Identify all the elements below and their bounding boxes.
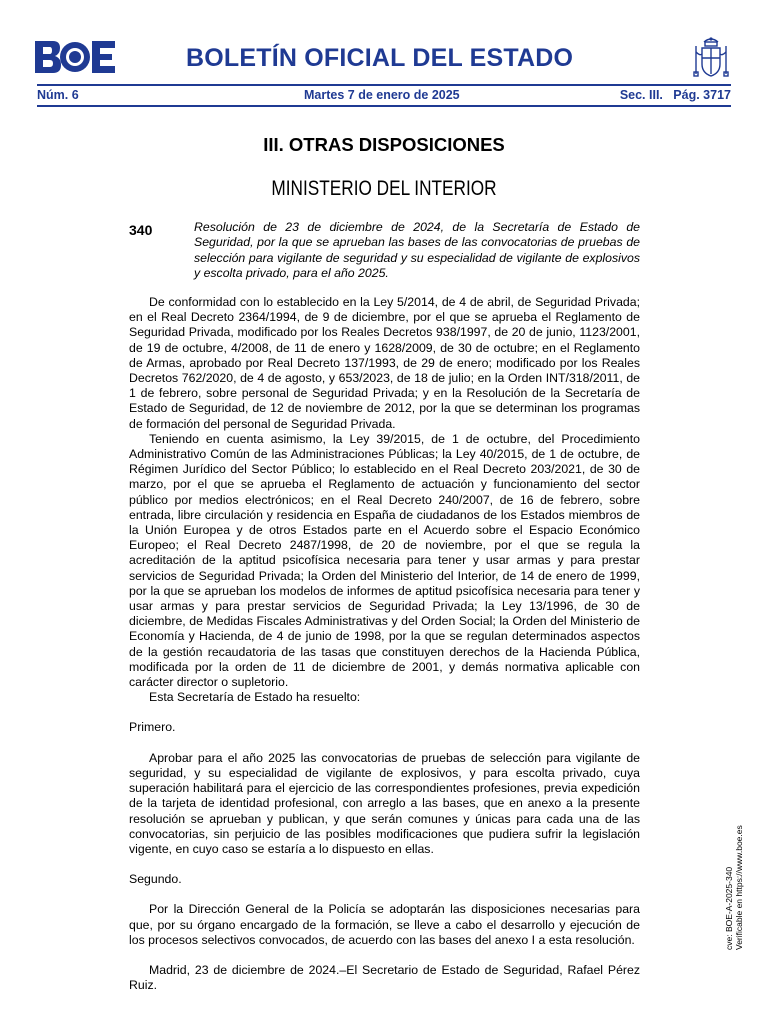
ministry-title: MINISTERIO DEL INTERIOR: [271, 177, 497, 200]
document-body: [129, 295, 640, 993]
paragraph: De conformidad con lo establecido en la Ley 5/2014, de 4 de abril, de Seguridad Privada; en el Real Decreto 2364/1994, de 9 de diciembre, por el que se aprueba el Reglamento de Seguridad Privada, modificado por los Reales Decretos 938/1997, de 20 de junio, 1123/2001, de 19 de octubre, 4/2008, de 11 de enero y 1628/2009, de 30 de octubre; en el Reglamento de Armas, aprobado por Real Decreto 137/1993, de 29 de enero; modificado por los Reales Decretos 762/2020, de 4 de agosto, y 653/2023, de 18 de julio; en la Orden INT/318/2011, de 1 de febrero, sobre personal de Seguridad Privada; y en la Resolución de la Secretaría de Estado de Seguridad, de 12 de noviembre de 2012, por la que se determinan los programas de formación del personal de Seguridad Privada.: [129, 295, 640, 431]
newspaper-title: BOLETÍN OFICIAL DEL ESTADO: [186, 44, 574, 72]
boe-logo: [35, 41, 115, 73]
resolution-number: 340: [129, 222, 153, 238]
paragraph: Esta Secretaría de Estado ha resuelto:: [149, 690, 361, 705]
header-rule-bottom: [37, 105, 731, 107]
issue-number: Núm. 6: [37, 88, 79, 102]
resolution-summary: Resolución de 23 de diciembre de 2024, de la Secretaría de Estado de Seguridad, por la que se aprueban las bases de las convocatorias de pruebas de selección para vigilante de seguridad y su especialidad de vigilante de explosivos y escolta privado, para el año 2025.: [194, 220, 640, 280]
coat-of-arms-icon: [691, 36, 731, 80]
section-page: Sec. III. Pág. 3717: [619, 88, 731, 102]
paragraph: Teniendo en cuenta asimismo, la Ley 39/2015, de 1 de octubre, del Procedimiento Administrativo Común de las Administraciones Públicas; la Ley 40/2015, de 1 de octubre, de Régimen Jurídico del Sector Público; lo establecido en el Real Decreto 203/2021, de 30 de marzo, por el que se aprueba el Reglamento de actuación y funcionamiento del sector público por medios electrónicos; en el Real Decreto 240/2007, de 16 de febrero, sobre entrada, libre circulación y residencia en España de ciudadanos de los Estados miembros de la Unión Europea y de otros Estados parte en el Acuerdo sobre el Espacio Económico Europeo; el Real Decreto 2487/1998, de 20 de noviembre, por el que se regula la acreditación de la aptitud psicofísica necesaria para tener y usar armas y para prestar servicios de Seguridad Privada; la Orden del Ministerio del Interior, de 14 de enero de 1999, por la que se aprueban los modelos de informes de aptitud psicofísica necesaria para tener y usar armas y para prestar servicios de Seguridad Privada; la Ley 13/1996, de 30 de diciembre, de Medidas Fiscales Administrativas y del Orden Social; la Orden del Ministerio de Economía y Hacienda, de 4 de junio de 1998, por la que se regulan determinados aspectos de la gestión recaudatoria de las tasas que constituyen derechos de la Hacienda Pública, modificada por la orden de 11 de diciembre de 2001, y demás normativa aplicable con carácter director o supletorio.: [129, 431, 640, 690]
cve-code: cve: BOE-A-2025-340: [724, 866, 734, 950]
verification-sidebar: [724, 825, 744, 950]
paragraph: Aprobar para el año 2025 las convocatorias de pruebas de selección para vigilante de seguridad, y su especialidad de vigilante de explosivos, y para escolta privado, cuya superación habilitará para el ejercicio de las correspondientes profesiones, previa expedición de la tarjeta de identidad profesional, con arreglo a las bases, que en anexo a la presente resolución se aprueban y publican, y que serán comunes y únicas para cada una de las convocatorias, sin perjuicio de las posibles modificaciones que pudiera sufrir la legislación vigente, en cuyo caso se estaría a lo dispuesto en ellas.: [129, 750, 640, 856]
verification-link[interactable]: Verificable en https://www.boe.es: [734, 825, 744, 950]
paragraph: Por la Dirección General de la Policía se adoptarán las disposiciones necesarias para que, por su órgano encargado de la formación, se lleve a cabo el desarrollo y ejecución de los procesos selectivos convocados, de acuerdo con las bases del anexo I a esta resolución.: [129, 902, 640, 947]
section-title: III. OTRAS DISPOSICIONES: [263, 134, 505, 155]
publication-date: Martes 7 de enero de 2025: [304, 88, 460, 102]
header-rule-top: [37, 84, 731, 86]
article-heading-primero: Primero.: [129, 720, 176, 735]
article-heading-segundo: Segundo.: [129, 872, 182, 887]
signature-paragraph: Madrid, 23 de diciembre de 2024.–El Secretario de Estado de Seguridad, Rafael Pérez Ruiz.: [129, 962, 640, 993]
